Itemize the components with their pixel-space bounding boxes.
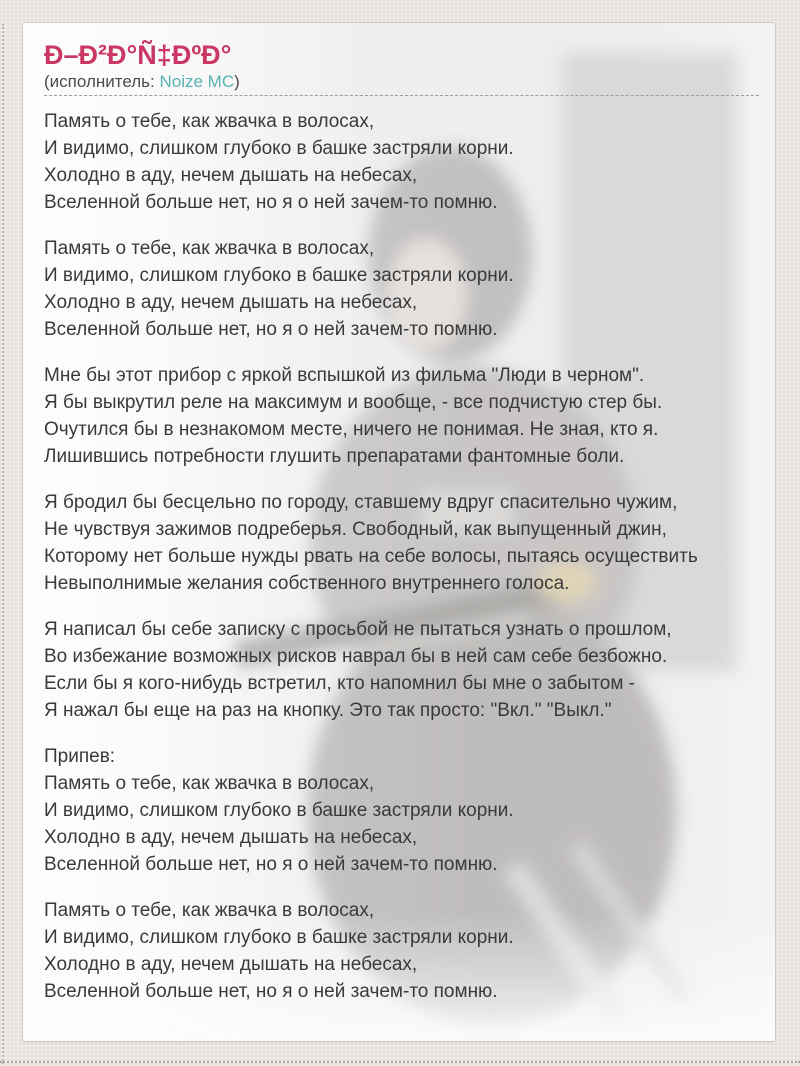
stanza: Мне бы этот прибор с яркой вспышкой из фильма "Люди в черном". Я бы выкрутил реле на максимум и вообще, - все подчистую стер бы. Очутился бы в незнакомом месте, ничего не понимая. Не зная, кто я. Лишившись потребности глушить препаратами фантомные боли. bbox=[44, 365, 663, 467]
song-title: Ð–Ð²Ð°Ñ‡ÐºÐ° bbox=[44, 40, 232, 70]
song-header bbox=[44, 41, 759, 96]
stanza: Припев: Память о тебе, как жвачка в волосах, И видимо, слишком глубоко в башке застряли корни. Холодно в аду, нечем дышать на небесах, Вселенной больше нет, но я о ней зачем-то помню. bbox=[44, 746, 514, 875]
stanza: Я бродил бы бесцельно по городу, ставшему вдруг спасительно чужим, Не чувствуя зажимов подреберья. Свободный, как выпущенный джин, Которому нет больше нужды рвать на себе волосы, пытаясь осуществить Невыполнимые желания собственного внутреннего голоса. bbox=[44, 492, 698, 594]
lyrics-card bbox=[22, 22, 776, 1042]
artist-label: (исполнитель: bbox=[44, 72, 160, 91]
stanza: Я написал бы себе записку с просьбой не пытаться узнать о прошлом, Во избежание возможных рисков наврал бы в ней сам себе безбожно. Если бы я кого-нибудь встретил, кто напомнил бы мне о забытом - Я нажал бы еще на раз на кнопку. Это так просто: "Вкл." "Выкл." bbox=[44, 619, 672, 721]
page-left-dotted-border bbox=[2, 24, 4, 1064]
artist-link[interactable]: Noize MC bbox=[159, 72, 235, 91]
stanza: Память о тебе, как жвачка в волосах, И видимо, слишком глубоко в башке застряли корни. Холодно в аду, нечем дышать на небесах, Вселенной больше нет, но я о ней зачем-то помню. bbox=[44, 238, 514, 340]
stanza: Память о тебе, как жвачка в волосах, И видимо, слишком глубоко в башке застряли корни. Холодно в аду, нечем дышать на небесах, Вселенной больше нет, но я о ней зачем-то помню. bbox=[44, 900, 514, 1002]
stanza: Память о тебе, как жвачка в волосах, И видимо, слишком глубоко в башке застряли корни. Холодно в аду, нечем дышать на небесах, Вселенной больше нет, но я о ней зачем-то помню. bbox=[44, 111, 514, 213]
artist-line-close: ) bbox=[234, 72, 240, 91]
artist-line bbox=[44, 72, 759, 96]
card-content bbox=[23, 23, 775, 1005]
page-bottom-dotted-border bbox=[0, 1061, 800, 1063]
lyrics bbox=[44, 108, 759, 1005]
